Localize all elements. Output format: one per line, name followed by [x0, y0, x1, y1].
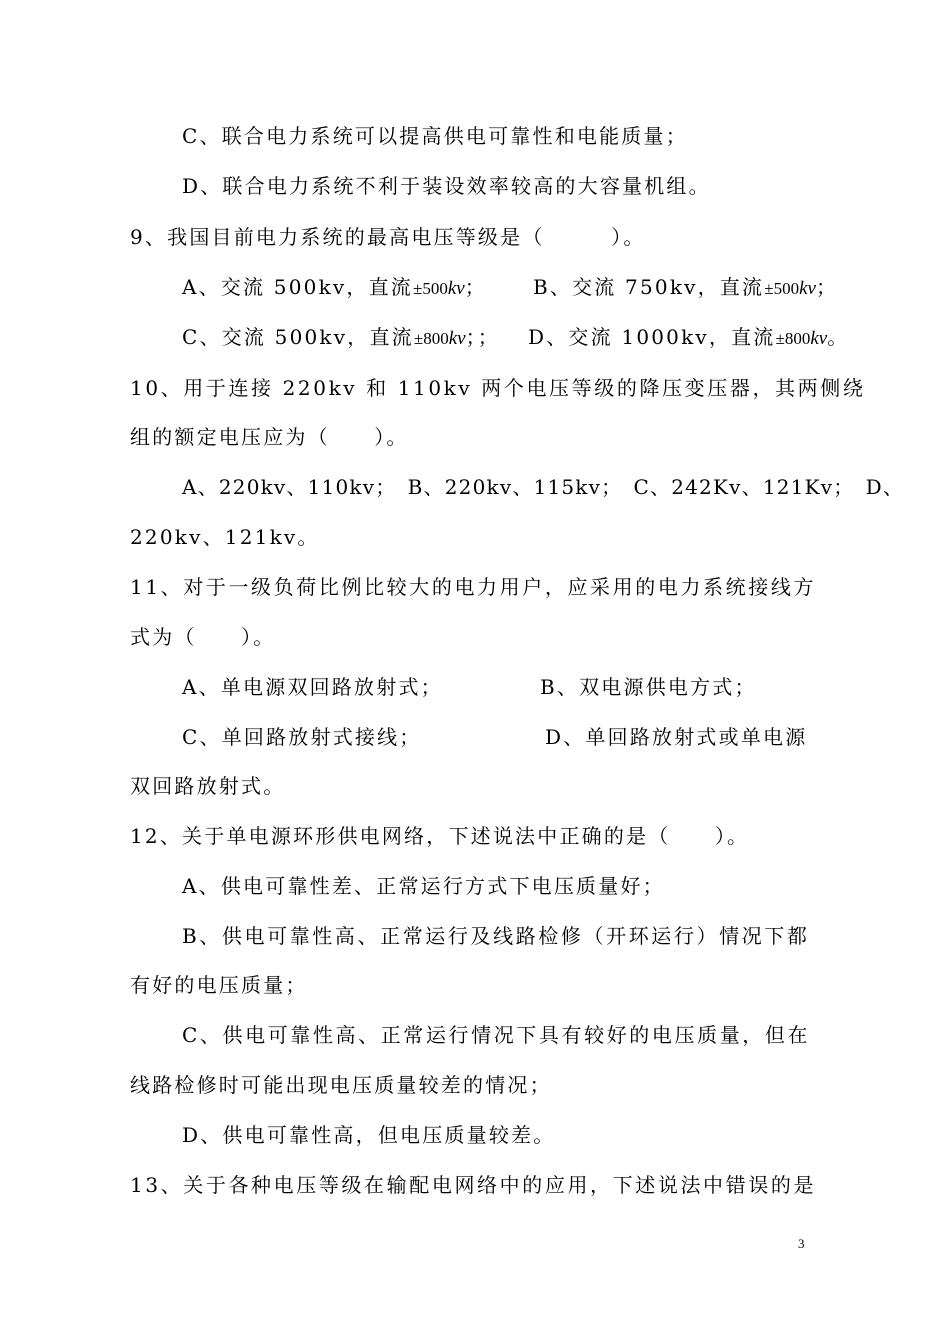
- option-12c-cont: 线路检修时可能出现电压质量较差的情况；: [130, 1073, 552, 1097]
- option-12c: C、供电可靠性高、正常运行情况下具有较好的电压质量，但在: [182, 1023, 811, 1047]
- option-9d: D、交流 1000kv，直流±800kv。: [528, 325, 850, 349]
- option-9a: A、交流 500kv，直流±500kv；: [182, 275, 487, 299]
- option-11d-cont: 双回路放射式。: [130, 774, 286, 798]
- option-12a: A、供电可靠性差、正常运行方式下电压质量好；: [182, 874, 665, 898]
- option-11b: B、双电源供电方式；: [540, 675, 757, 699]
- options-10-cont: 220kv、121kv。: [130, 525, 320, 549]
- question-11-cont: 式为（ ）。: [130, 625, 276, 649]
- question-12: 12、关于单电源环形供电网络，下述说法中正确的是（ ）。: [130, 824, 750, 848]
- option-11a: A、单电源双回路放射式；: [182, 675, 443, 699]
- question-10: 10、用于连接 220kv 和 110kv 两个电压等级的降压变压器，其两侧绕: [130, 376, 866, 400]
- question-9: 9、我国目前电力系统的最高电压等级是（ ）。: [130, 225, 646, 249]
- option-11d: D、单回路放射式或单电源: [545, 725, 808, 749]
- option-8d: D、联合电力系统不利于装设效率较高的大容量机组。: [182, 174, 711, 198]
- question-10-cont: 组的额定电压应为（ ）。: [130, 425, 409, 449]
- option-9c: C、交流 500kv，直流±800kv；；: [182, 325, 500, 349]
- option-12b-cont: 有好的电压质量；: [130, 973, 308, 997]
- option-8c: C、联合电力系统可以提高供电可靠性和电能质量；: [182, 124, 688, 148]
- option-11c: C、单回路放射式接线；: [182, 725, 422, 749]
- question-13: 13、关于各种电压等级在输配电网络中的应用，下述说法中错误的是: [130, 1173, 817, 1197]
- option-12d: D、供电可靠性高，但电压质量较差。: [182, 1123, 556, 1147]
- question-11: 11、对于一级负荷比例比较大的电力用户，应采用的电力系统接线方: [130, 575, 817, 599]
- option-9b: B、交流 750kv，直流±500kv；: [533, 275, 839, 299]
- page-number: 3: [798, 1236, 805, 1251]
- option-12b: B、供电可靠性高、正常运行及线路检修（开环运行）情况下都: [182, 924, 810, 948]
- options-10: A、220kv、110kv； B、220kv、115kv； C、242Kv、121Kv； D、: [182, 475, 905, 499]
